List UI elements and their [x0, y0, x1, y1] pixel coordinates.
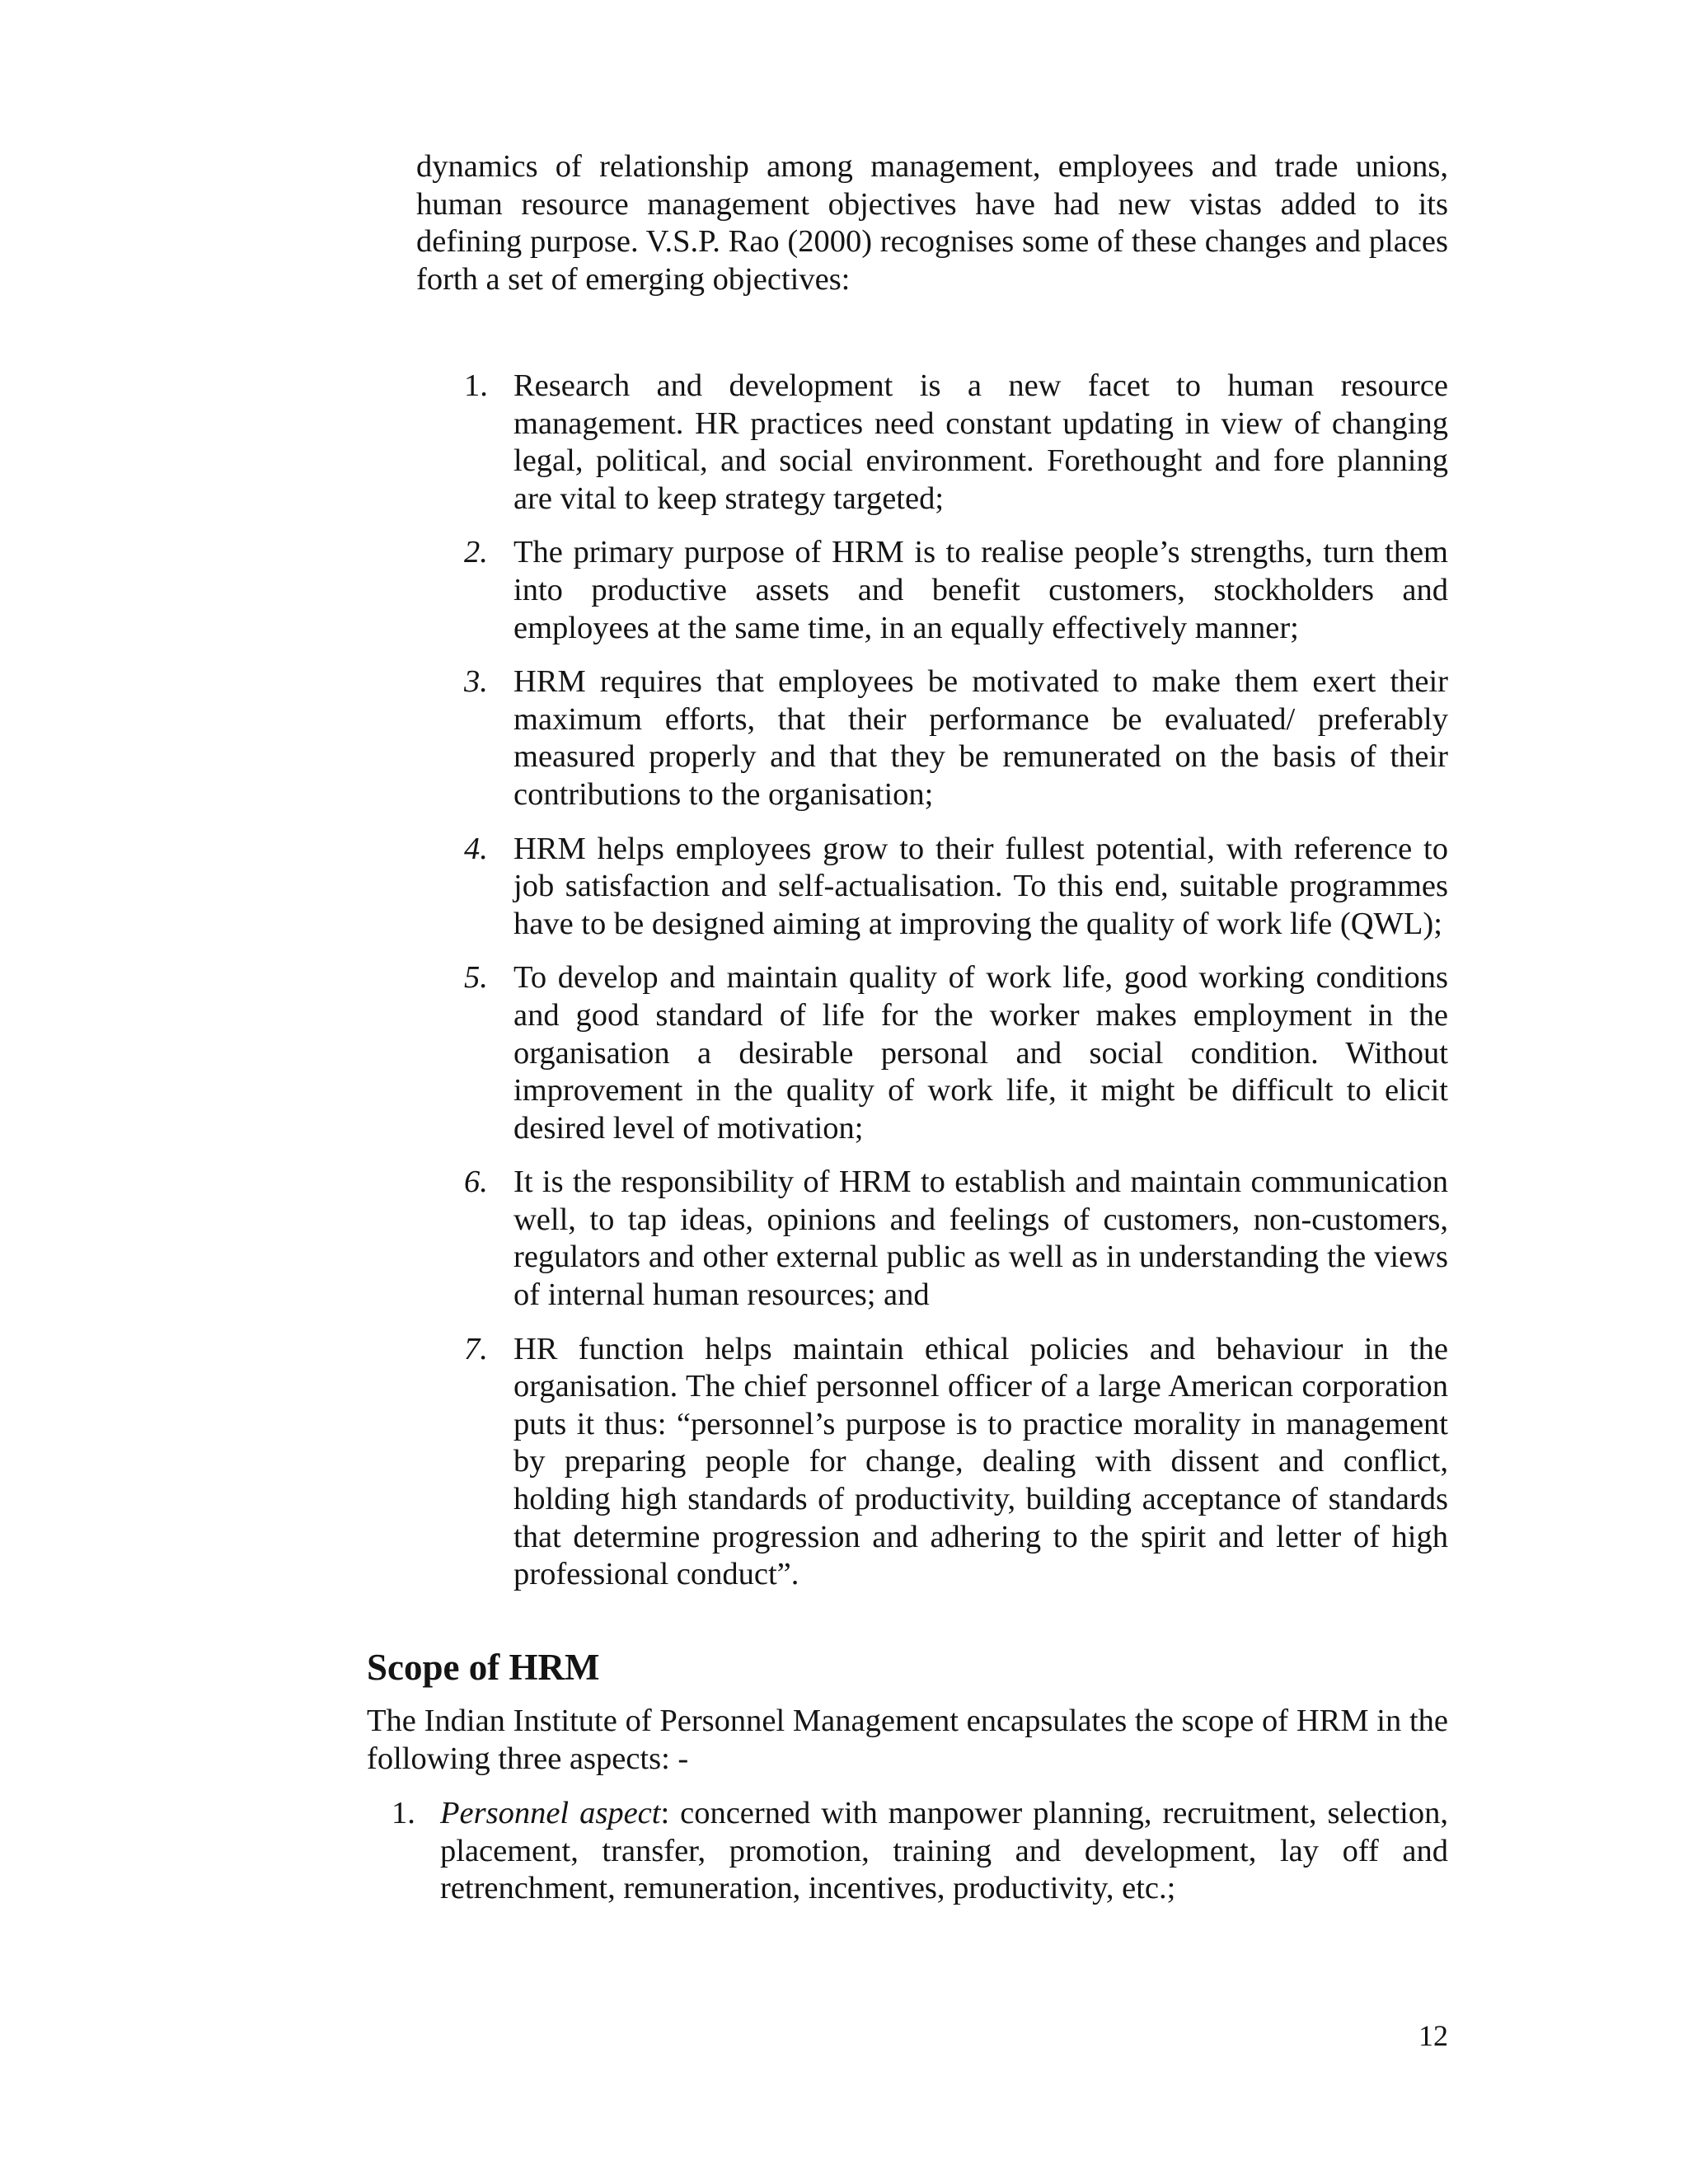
list-item-number: 4. — [464, 831, 488, 866]
list-item-text: To develop and maintain quality of work life, good working conditions and good standard of life for the worker makes employment in the organisation a desirable personal and social condition. Without improvement in the quality of work life, it might be difficult to elicit desired level of motivation; — [513, 960, 1448, 1146]
list-item — [416, 534, 1448, 647]
list-item — [416, 663, 1448, 813]
list-item-text: HRM requires that employees be motivated to make them exert their maximum efforts, that their performance be evaluated/ preferably measured properly and that they be remunerated on the basis of their contributions to the organisation; — [513, 664, 1448, 812]
list-item-text: HR function helps maintain ethical policies and behaviour in the organisation. The chief personnel officer of a large American corporation puts it thus: “personnel’s purpose is to practice morality in management by preparing people for change, dealing with dissent and conflict, holding high standards of productivity, building acceptance of standards that determine progression and adhering to the spirit and letter of high professional conduct”. — [513, 1331, 1448, 1592]
list-item — [416, 368, 1448, 518]
objectives-list — [416, 368, 1448, 1610]
list-item-text: HRM helps employees grow to their fullest potential, with reference to job satisfaction and self-actualisation. To this end, suitable programmes have to be designed aiming at improving the quality of work life (QWL); — [513, 831, 1448, 941]
list-item-number: 5. — [464, 960, 488, 996]
list-item-number: 1. — [464, 368, 488, 403]
list-item — [416, 1331, 1448, 1594]
list-item — [416, 959, 1448, 1147]
list-item-text: : concerned with manpower planning, recruitment, selection, placement, transfer, promotion, training and development, lay off and retrenchment, remuneration, incentives, productivity, etc.; — [440, 1796, 1448, 1906]
list-item-term: Personnel aspect — [440, 1796, 661, 1830]
list-item — [416, 831, 1448, 944]
list-item-number: 1. — [392, 1796, 415, 1830]
scope-intro-paragraph: The Indian Institute of Personnel Management encapsulates the scope of HRM in the following three aspects: - — [367, 1704, 1448, 1776]
section-heading: Scope of HRM — [367, 1647, 600, 1688]
list-item-number: 3. — [464, 664, 488, 700]
list-item-number: 7. — [464, 1331, 488, 1366]
list-item-text: The primary purpose of HRM is to realise people’s strengths, turn them into productive assets and benefit customers, stockholders and employees at the same time, in an equally effectively manner; — [513, 535, 1448, 645]
scope-list — [367, 1795, 1448, 1908]
list-item — [367, 1795, 1448, 1908]
list-item-text: It is the responsibility of HRM to establish and maintain communication well, to tap ideas, opinions and feelings of customers, non-customers, regulators and other external public as well as in understanding the views of internal human resources; and — [513, 1165, 1448, 1313]
list-item — [416, 1164, 1448, 1314]
list-item-number: 6. — [464, 1165, 488, 1200]
list-item-number: 2. — [464, 535, 488, 570]
page-number: 12 — [1418, 2019, 1448, 2052]
intro-paragraph: dynamics of relationship among management, employees and trade unions, human resource management objectives have had new vistas added to its defining purpose. V.S.P. Rao (2000) recognises some of these changes and places forth a set of emerging objectives: — [416, 149, 1448, 297]
list-item-text: Research and development is a new facet to human resource management. HR practices need constant updating in view of changing legal, political, and social environment. Forethought and fore planning are vital to keep strategy targeted; — [513, 368, 1448, 516]
